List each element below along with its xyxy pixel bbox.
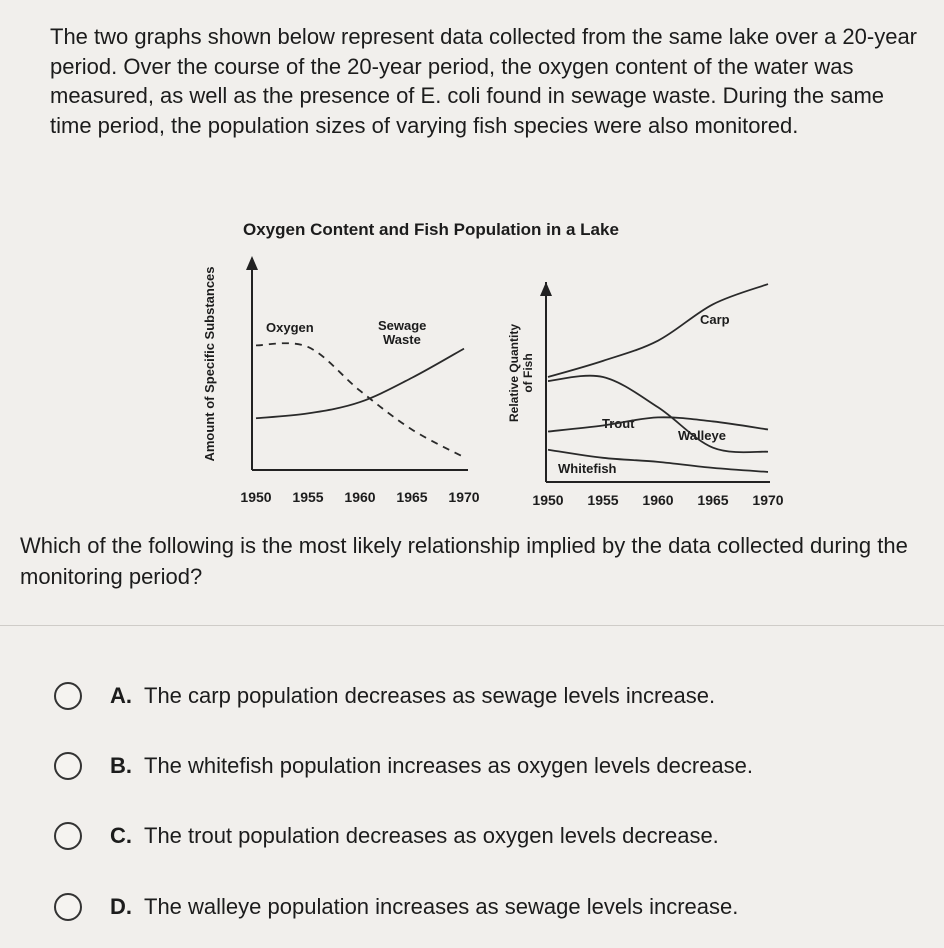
left-xtick-1950: 1950 — [240, 489, 272, 505]
option-a[interactable] — [54, 676, 715, 716]
walleye-label: Walleye — [678, 428, 726, 443]
option-b[interactable] — [54, 746, 753, 786]
whitefish-label: Whitefish — [558, 461, 617, 476]
sewage-label-line2: Waste — [383, 332, 421, 347]
question-text: Which of the following is the most likely relationship implied by the data collected during the monitoring period? — [20, 533, 908, 589]
option-b-letter: B. — [110, 753, 132, 778]
right-ylabel-line1: Relative Quantity — [507, 323, 521, 423]
option-a-radio[interactable] — [54, 682, 82, 710]
left-ylabel: Amount of Specific Substances — [202, 266, 217, 462]
right-xtick-1965: 1965 — [697, 492, 729, 508]
oxygen-line — [256, 343, 464, 457]
option-c-radio[interactable] — [54, 822, 82, 850]
left-xtick-1955: 1955 — [292, 489, 324, 505]
right-xtick-1960: 1960 — [642, 492, 674, 508]
right-xtick-1950: 1950 — [532, 492, 564, 508]
option-c[interactable] — [54, 816, 719, 856]
option-c-letter: C. — [110, 823, 132, 848]
option-b-text: The whitefish population increases as oxygen levels decrease. — [144, 753, 754, 778]
right-xtick-1970: 1970 — [752, 492, 784, 508]
carp-line — [548, 284, 768, 377]
option-d-letter: D. — [110, 894, 132, 919]
divider — [0, 625, 944, 626]
left-xtick-1970: 1970 — [448, 489, 480, 505]
right-xtick-1955: 1955 — [587, 492, 619, 508]
option-d[interactable] — [54, 887, 738, 927]
option-b-radio[interactable] — [54, 752, 82, 780]
sewage-label-line1: Sewage — [378, 318, 427, 333]
left-xtick-1965: 1965 — [396, 489, 428, 505]
option-c-text: The trout population decreases as oxygen levels decrease. — [144, 823, 719, 848]
right-ylabel-line2: of Fish — [521, 353, 535, 393]
option-a-letter: A. — [110, 683, 132, 708]
option-a-text: The carp population decreases as sewage levels increase. — [144, 683, 716, 708]
trout-label: Trout — [602, 416, 635, 431]
oxygen-label: Oxygen — [266, 320, 314, 335]
chart-title: Oxygen Content and Fish Population in a Lake — [243, 220, 619, 239]
intro-paragraph: The two graphs shown below represent data collected from the same lake over a 20-year period. Over the course of the 20-year period, the oxygen content of the water was measured, as well as the presence of E. coli found in sewage waste. During the same time period, the population sizes of varying fish species were also monitored. — [50, 24, 918, 138]
left-y-axis-arrow — [246, 256, 258, 270]
trout-line — [548, 376, 768, 453]
walleye-line — [548, 417, 768, 431]
carp-label: Carp — [700, 312, 730, 327]
option-d-text: The walleye population increases as sewage levels increase. — [144, 894, 739, 919]
left-xtick-1960: 1960 — [344, 489, 376, 505]
right-y-axis-arrow — [540, 282, 552, 296]
sewage-waste-line — [256, 349, 464, 419]
option-d-radio[interactable] — [54, 893, 82, 921]
